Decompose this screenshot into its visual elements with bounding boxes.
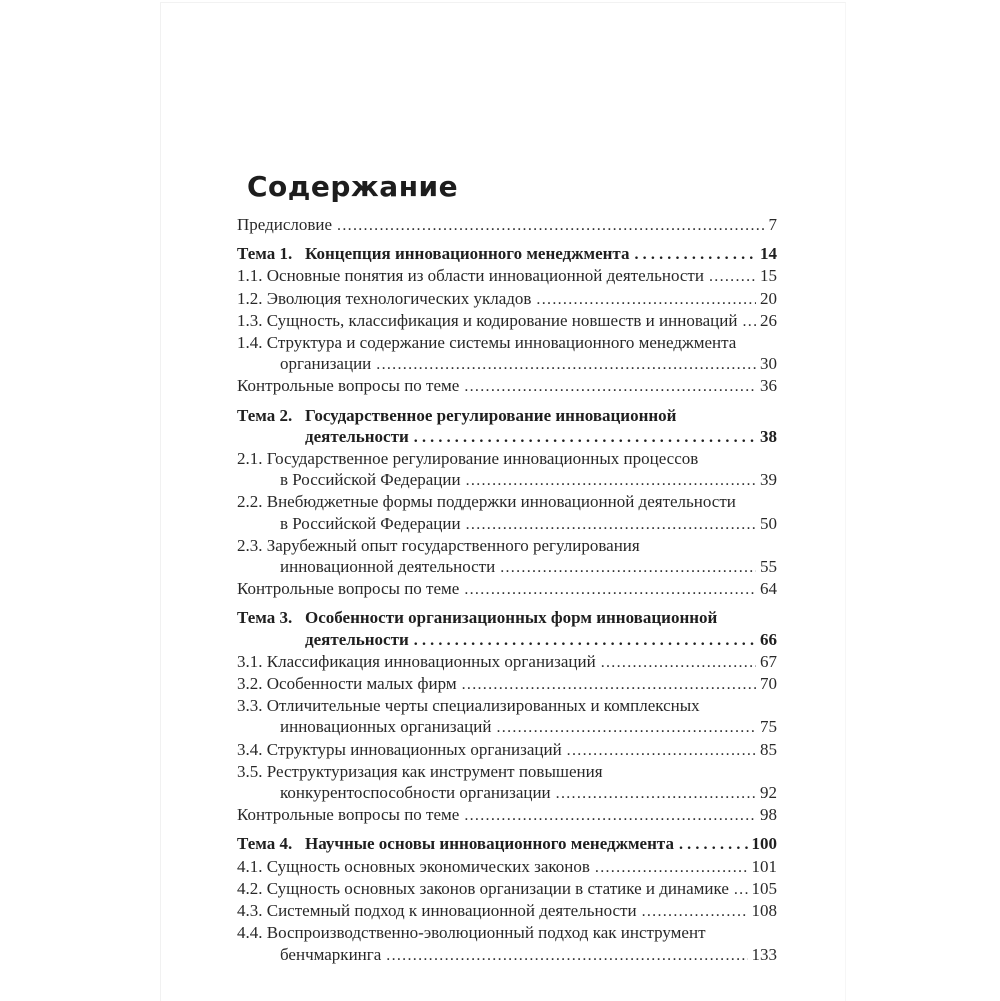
page-number: 67 — [760, 651, 777, 671]
entry-text: организации — [280, 354, 372, 374]
dot-leader — [462, 673, 756, 695]
toc-line — [237, 695, 777, 716]
page-number: 133 — [751, 944, 777, 964]
toc-line — [237, 535, 777, 556]
toc-line — [237, 922, 777, 943]
toc-entry — [237, 651, 777, 673]
dot-leader — [595, 856, 748, 878]
entry-text: 3.1. Классификация инновационных организаций — [237, 651, 596, 671]
toc-entry — [237, 375, 777, 397]
toc-line — [280, 469, 777, 491]
dot-leader — [376, 353, 756, 375]
page-number: 36 — [760, 376, 777, 396]
toc-entry — [237, 288, 777, 310]
toc-line — [237, 578, 777, 600]
dot-leader — [496, 716, 756, 738]
dot-leader — [556, 782, 756, 804]
dot-leader — [734, 878, 748, 900]
toc-line — [237, 310, 777, 332]
page-number: 70 — [760, 674, 777, 694]
page-number: 92 — [760, 783, 777, 803]
dot-leader — [466, 513, 756, 535]
dot-leader — [709, 265, 756, 287]
toc-line — [237, 288, 777, 310]
dot-leader — [634, 243, 756, 265]
toc-entry — [237, 310, 777, 332]
page-number: 98 — [760, 805, 777, 825]
toc-entry — [237, 878, 777, 900]
toc-entry — [237, 739, 777, 761]
entry-text: 1.4. Структура и содержание системы инновационного менеджмента — [237, 333, 737, 353]
entry-text: Концепция инновационного менеджмента — [305, 244, 630, 264]
page-title: Содержание — [247, 170, 459, 203]
dot-leader — [567, 739, 756, 761]
theme-label: Тема 3. — [237, 608, 293, 628]
entry-text: Предисловие — [237, 215, 333, 234]
entry-text: 4.4. Воспроизводственно-эволюционный подход как инструмент — [237, 923, 706, 943]
entry-text: бенчмаркинга — [280, 944, 382, 964]
page-number: 20 — [760, 288, 777, 308]
page-number: 108 — [751, 901, 777, 921]
toc-entry — [237, 535, 777, 578]
entry-text: в Российской Федерации — [280, 470, 461, 490]
page-number: 55 — [760, 557, 777, 577]
toc-line — [237, 332, 777, 353]
entry-text: Контрольные вопросы по теме — [237, 805, 460, 825]
dot-leader — [386, 944, 747, 966]
toc-entry — [237, 405, 777, 448]
entry-text: 3.4. Структуры инновационных организаций — [237, 739, 562, 759]
entry-text: инновационной деятельности — [280, 557, 496, 577]
toc-line — [237, 833, 777, 855]
dot-leader — [414, 426, 756, 448]
theme-label: Тема 2. — [237, 405, 293, 425]
dot-leader — [601, 651, 756, 673]
toc-line — [237, 900, 777, 922]
toc-line — [305, 426, 777, 448]
toc-entry — [237, 900, 777, 922]
toc-line — [280, 716, 777, 738]
entry-text: Особенности организационных форм инновационной — [305, 608, 718, 628]
toc-line — [280, 513, 777, 535]
page-number: 100 — [751, 834, 777, 854]
entry-text: Государственное регулирование инновационной — [305, 405, 677, 425]
entry-text: 3.2. Особенности малых фирм — [237, 674, 457, 694]
entry-text: 4.1. Сущность основных экономических законов — [237, 856, 590, 876]
toc-line — [280, 782, 777, 804]
entry-text: 3.5. Реструктуризация как инструмент повышения — [237, 761, 603, 781]
entry-text: 2.1. Государственное регулирование инновационных процессов — [237, 449, 699, 469]
dot-leader — [679, 833, 748, 855]
entry-text: Контрольные вопросы по теме — [237, 376, 460, 396]
entry-text: 1.2. Эволюция технологических укладов — [237, 288, 532, 308]
toc-line — [237, 607, 777, 628]
entry-text: 4.2. Сущность основных законов организации в статике и динамике — [237, 878, 729, 898]
toc-line — [237, 214, 777, 236]
entry-text: Научные основы инновационного менеджмента — [305, 834, 674, 854]
toc-entry — [237, 804, 777, 826]
dot-leader — [500, 556, 756, 578]
dot-leader — [414, 629, 756, 651]
toc-list — [237, 214, 777, 966]
entry-text: в Российской Федерации — [280, 513, 461, 533]
page-number: 14 — [760, 244, 777, 264]
toc-entry — [237, 448, 777, 491]
toc-entry — [237, 578, 777, 600]
toc-entry — [237, 673, 777, 695]
page-number: 66 — [760, 629, 777, 649]
toc-entry — [237, 856, 777, 878]
theme-label: Тема 1. — [237, 244, 293, 264]
toc-entry — [237, 761, 777, 804]
toc-line — [280, 353, 777, 375]
dot-leader — [464, 804, 756, 826]
toc-entry — [237, 607, 777, 650]
dot-leader — [464, 375, 756, 397]
entry-text: 1.3. Сущность, классификация и кодирование новшеств и инноваций — [237, 310, 738, 330]
page-number: 50 — [760, 513, 777, 533]
toc-line — [237, 878, 777, 900]
entry-text: 2.2. Внебюджетные формы поддержки инновационной деятельности — [237, 492, 736, 512]
page-number: 101 — [751, 856, 777, 876]
page-number: 26 — [760, 310, 777, 330]
page-number: 7 — [768, 215, 777, 234]
toc-line — [237, 856, 777, 878]
dot-leader — [337, 214, 764, 236]
entry-text: 3.3. Отличительные черты специализированных и комплексных — [237, 696, 700, 716]
page-number: 75 — [760, 717, 777, 737]
toc-line — [237, 739, 777, 761]
toc-line — [237, 375, 777, 397]
toc-entry — [237, 491, 777, 534]
entry-text: инновационных организаций — [280, 717, 492, 737]
page-number: 64 — [760, 579, 777, 599]
toc-line — [237, 448, 777, 469]
toc-entry — [237, 243, 777, 265]
toc-line — [237, 651, 777, 673]
entry-text: деятельности — [305, 629, 409, 649]
table-of-contents — [237, 172, 777, 966]
toc-line — [237, 761, 777, 782]
toc-entry — [237, 922, 777, 965]
page-number: 85 — [760, 739, 777, 759]
entry-text: 2.3. Зарубежный опыт государственного регулирования — [237, 535, 640, 555]
theme-label: Тема 4. — [237, 834, 293, 854]
dot-leader — [742, 310, 756, 332]
entry-text: конкурентоспособности организации — [280, 783, 551, 803]
toc-line — [280, 944, 777, 966]
page-number: 39 — [760, 470, 777, 490]
toc-line — [305, 629, 777, 651]
toc-entry — [237, 265, 777, 287]
toc-line — [280, 556, 777, 578]
toc-line — [237, 405, 777, 426]
toc-line — [237, 804, 777, 826]
toc-line — [237, 243, 777, 265]
toc-line — [237, 673, 777, 695]
entry-text: деятельности — [305, 426, 409, 446]
page-number: 30 — [760, 354, 777, 374]
page-number: 15 — [760, 266, 777, 286]
dot-leader — [464, 578, 756, 600]
toc-entry — [237, 833, 777, 855]
toc-line — [237, 491, 777, 512]
toc-line — [237, 265, 777, 287]
toc-entry — [237, 332, 777, 375]
dot-leader — [466, 469, 756, 491]
toc-entry — [237, 214, 777, 236]
page-number: 38 — [760, 426, 777, 446]
toc-entry — [237, 695, 777, 738]
entry-text: 4.3. Системный подход к инновационной деятельности — [237, 901, 637, 921]
page-number: 105 — [751, 878, 777, 898]
dot-leader — [642, 900, 748, 922]
entry-text: 1.1. Основные понятия из области инновационной деятельности — [237, 266, 704, 286]
dot-leader — [536, 288, 756, 310]
entry-text: Контрольные вопросы по теме — [237, 579, 460, 599]
